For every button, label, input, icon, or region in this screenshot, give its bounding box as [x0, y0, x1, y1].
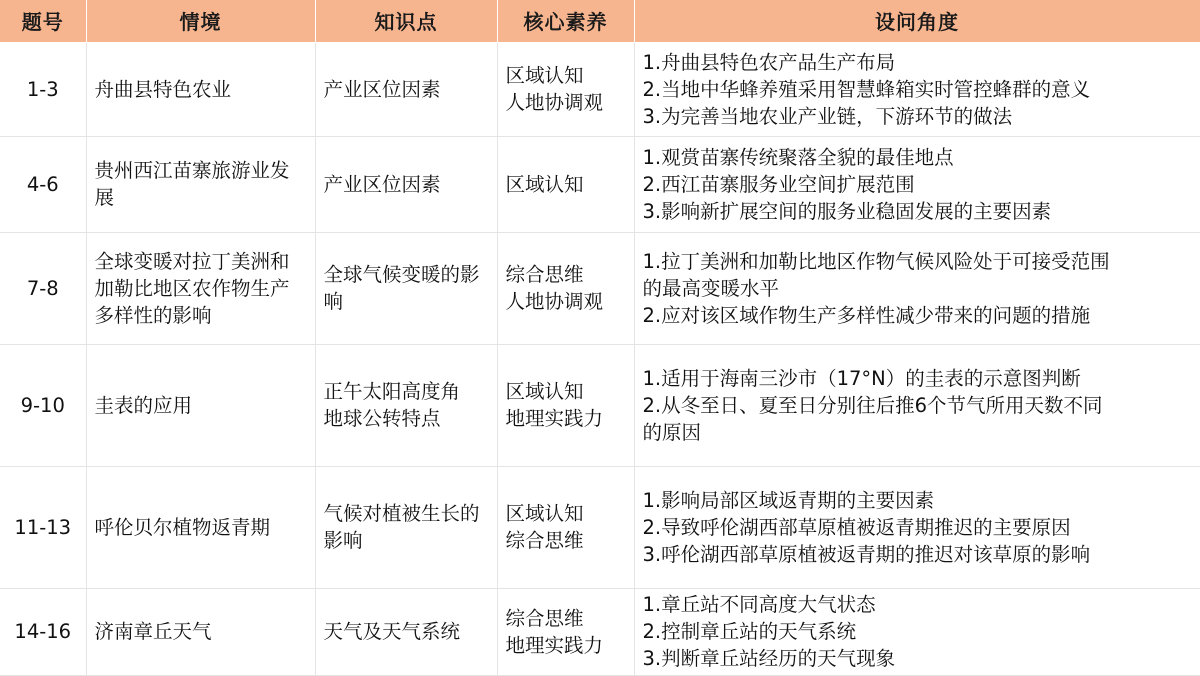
- header-number: 题号: [0, 0, 86, 42]
- row-knowledge: 天气及天气系统: [315, 588, 497, 675]
- row-knowledge: 全球气候变暖的影响: [315, 232, 497, 344]
- row-scenario: 贵州西江苗寨旅游业发展: [86, 136, 315, 232]
- row-number: 11-13: [0, 466, 86, 588]
- row-knowledge: 产业区位因素: [315, 42, 497, 136]
- row-number: 4-6: [0, 136, 86, 232]
- row-number: 14-16: [0, 588, 86, 675]
- row-questions: 1.章丘站不同高度大气状态 2.控制章丘站的天气系统 3.判断章丘站经历的天气现象: [634, 588, 1200, 675]
- table-row: [0, 42, 1200, 136]
- row-scenario: 全球变暖对拉丁美洲和加勒比地区农作物生产多样性的影响: [86, 232, 315, 344]
- row-competency: 区域认知: [497, 136, 634, 232]
- row-competency: 区域认知 人地协调观: [497, 42, 634, 136]
- row-competency: 综合思维 地理实践力: [497, 588, 634, 675]
- row-scenario: 舟曲县特色农业: [86, 42, 315, 136]
- row-questions: 1.舟曲县特色农产品生产布局 2.当地中华蜂养殖采用智慧蜂箱实时管控蜂群的意义 3.为完善当地农业产业链，下游环节的做法: [634, 42, 1200, 136]
- row-scenario: 济南章丘天气: [86, 588, 315, 675]
- row-competency: 区域认知 地理实践力: [497, 344, 634, 466]
- row-knowledge: 正午太阳高度角 地球公转特点: [315, 344, 497, 466]
- row-competency: 综合思维 人地协调观: [497, 232, 634, 344]
- row-questions: 1.拉丁美洲和加勒比地区作物气候风险处于可接受范围 的最高变暖水平 2.应对该区域作物生产多样性减少带来的问题的措施: [634, 232, 1200, 344]
- row-competency: 区域认知 综合思维: [497, 466, 634, 588]
- header-scenario: 情境: [86, 0, 315, 42]
- row-number: 9-10: [0, 344, 86, 466]
- header-questions: 设问角度: [634, 0, 1200, 42]
- row-knowledge: 气候对植被生长的影响: [315, 466, 497, 588]
- table-row: [0, 136, 1200, 232]
- header-competency: 核心素养: [497, 0, 634, 42]
- row-scenario: 呼伦贝尔植物返青期: [86, 466, 315, 588]
- table-row: [0, 344, 1200, 466]
- row-questions: 1.影响局部区域返青期的主要因素 2.导致呼伦湖西部草原植被返青期推迟的主要原因 3.呼伦湖西部草原植被返青期的推迟对该草原的影响: [634, 466, 1200, 588]
- table-row: [0, 232, 1200, 344]
- row-scenario: 圭表的应用: [86, 344, 315, 466]
- row-knowledge: 产业区位因素: [315, 136, 497, 232]
- header-row: [0, 0, 1200, 42]
- header-knowledge: 知识点: [315, 0, 497, 42]
- table-row: [0, 588, 1200, 675]
- table-row: [0, 466, 1200, 588]
- row-questions: 1.观赏苗寨传统聚落全貌的最佳地点 2.西江苗寨服务业空间扩展范围 3.影响新扩展空间的服务业稳固发展的主要因素: [634, 136, 1200, 232]
- row-questions: 1.适用于海南三沙市（17°N）的圭表的示意图判断 2.从冬至日、夏至日分别往后推6个节气所用天数不同 的原因: [634, 344, 1200, 466]
- row-number: 7-8: [0, 232, 86, 344]
- row-number: 1-3: [0, 42, 86, 136]
